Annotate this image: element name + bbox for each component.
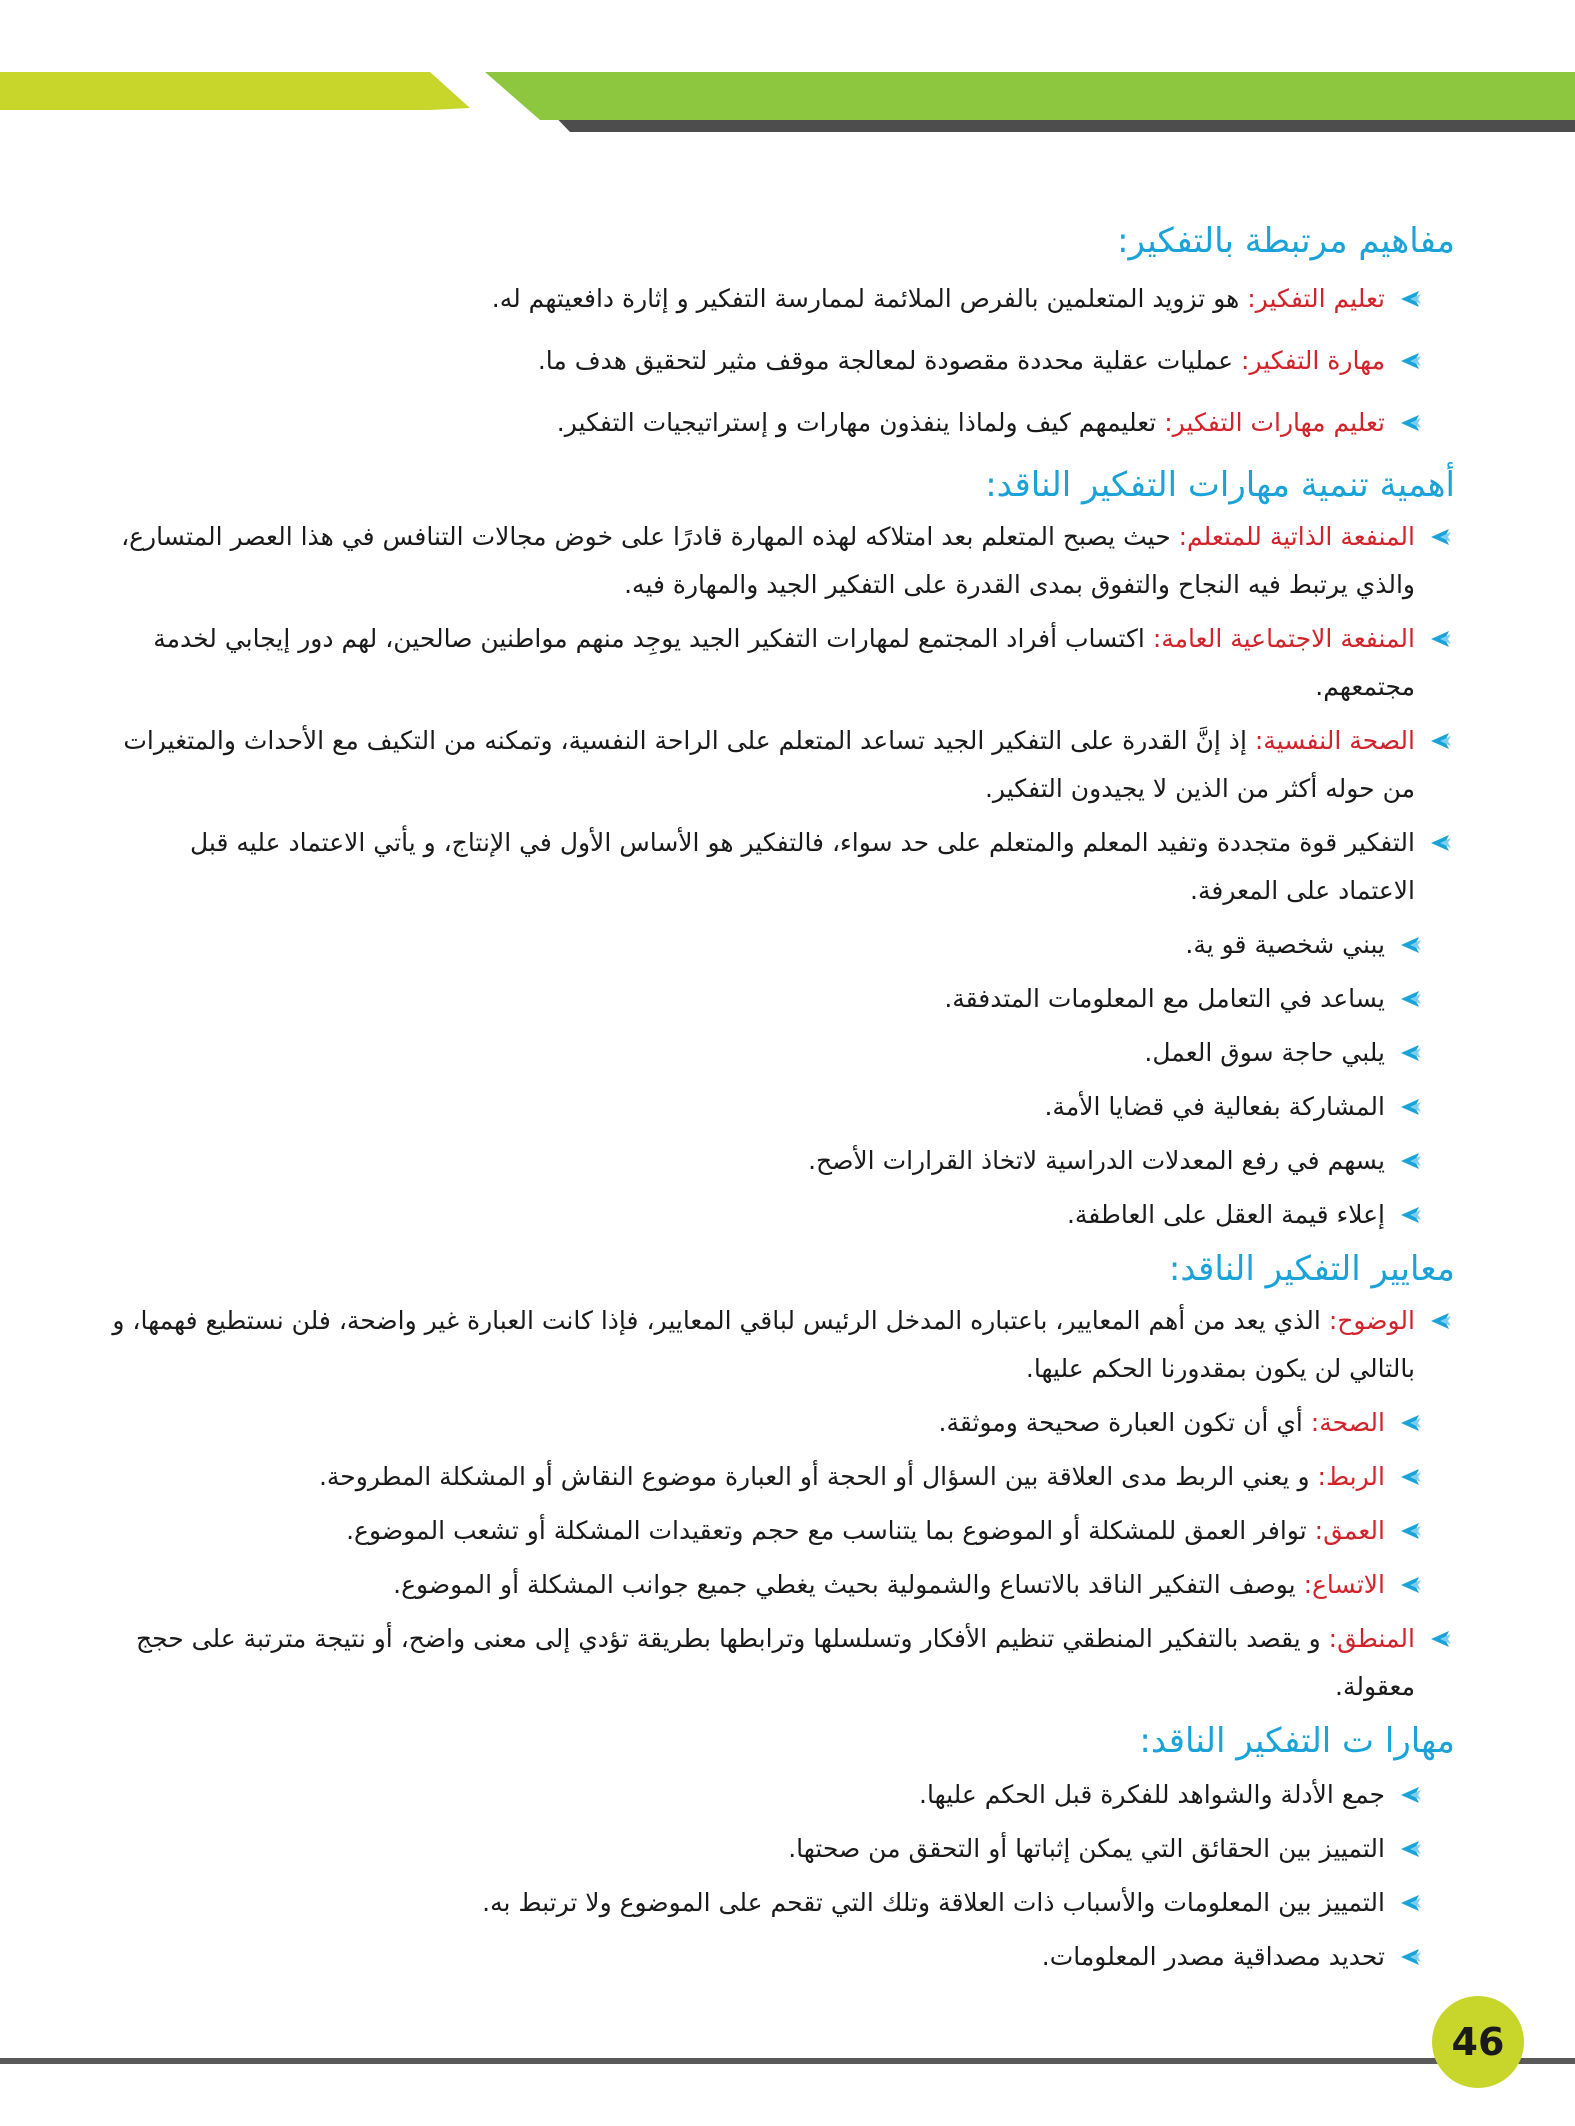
item-text: التمييز بين الحقائق التي يمكن إثباتها أو التحقق من صحتها. [788,1834,1385,1863]
footer-line [0,2058,1575,2064]
item-text: يلبي حاجة سوق العمل. [1144,1038,1385,1067]
list-item [110,1191,1425,1239]
bullet-icon [1401,290,1423,308]
term-label: المنفعة الذاتية للمتعلم: [1178,522,1415,551]
item-text: إعلاء قيمة العقل على العاطفة. [1066,1200,1385,1229]
item-text: يسهم في رفع المعدلات الدراسية لاتخاذ القرارات الأصح. [808,1146,1385,1175]
list-item [110,717,1455,813]
term-label: العمق: [1314,1516,1385,1545]
bullet-icon [1401,1152,1423,1170]
section-importance [110,461,1455,1239]
bullet-icon [1401,1044,1423,1062]
term-label: تعليم مهارات التفكير: [1164,408,1385,437]
bullet-icon [1401,1206,1423,1224]
bullet-icon [1431,528,1453,546]
bullet-icon [1431,630,1453,648]
term-label: المنطق: [1328,1624,1415,1653]
header-banner [0,0,1575,140]
item-text: تعليمهم كيف ولماذا ينفذون مهارات و إستراتيجيات التفكير. [556,408,1165,437]
item-text: هو تزويد المتعلمين بالفرص الملائمة لممارسة التفكير و إثارة دافعيتهم له. [491,284,1248,313]
section-concepts [110,217,1455,447]
item-text: إذ إنَّ القدرة على التفكير الجيد تساعد المتعلم على الراحة النفسية، وتمكنه من التكيف مع الأحداث والمتغيرات من حوله أكثر من الذين لا يجيدون التفكير. [123,726,1415,803]
list-item [110,513,1455,609]
importance-list [110,513,1455,1239]
item-text: تحديد مصداقية مصدر المعلومات. [1041,1942,1385,1971]
term-label: الصحة النفسية: [1254,726,1415,755]
item-text: و يعني الربط مدى العلاقة بين السؤال أو الحجة أو العبارة موضوع النقاش أو المشكلة المطروحة. [318,1462,1318,1491]
bullet-icon [1431,1312,1453,1330]
bullet-icon [1431,834,1453,852]
list-item [110,615,1455,711]
item-text: الذي يعد من أهم المعايير، باعتباره المدخل الرئيس لباقي المعايير، فإذا كانت العبارة غير واضحة، فلن نستطيع فهمها، و بالتالي لن يكون بمقدورنا الحكم عليها. [112,1306,1415,1383]
bullet-icon [1431,732,1453,750]
item-text: يساعد في التعامل مع المعلومات المتدفقة. [944,984,1385,1013]
term-label: الصحة: [1310,1408,1385,1437]
list-item [110,1615,1455,1711]
item-text: و يقصد بالتفكير المنطقي تنظيم الأفكار وتسلسلها وترابطها بطريقة تؤدي إلى معنى واضح، أو نتيجة مترتبة على حجج معقولة. [135,1624,1415,1701]
list-item [110,1825,1425,1873]
list-item [110,1771,1425,1819]
item-text: يوصف التفكير الناقد بالاتساع والشمولية بحيث يغطي جميع جوانب المشكلة أو الموضوع. [393,1570,1304,1599]
item-text: عمليات عقلية محددة مقصودة لمعالجة موقف مثير لتحقيق هدف ما. [537,346,1242,375]
list-item [110,1561,1425,1609]
bullet-icon [1401,414,1423,432]
page-content [110,205,1455,1987]
bullet-icon [1401,1098,1423,1116]
section-heading-concepts: مفاهيم مرتبطة بالتفكير: [1117,221,1455,261]
item-text: توافر العمق للمشكلة أو الموضوع بما يتناسب مع حجم وتعقيدات المشكلة أو تشعب الموضوع. [346,1516,1315,1545]
bullet-icon [1401,990,1423,1008]
item-text: حيث يصبح المتعلم بعد امتلاكه لهذه المهارة قادرًا على خوض مجالات التنافس في هذا العصر المتسارع، والذي يرتبط فيه النجاح والتفوق بمدى القدرة على التفكير الجيد والمهارة فيه. [121,522,1415,599]
standards-list [110,1297,1455,1711]
bullet-icon [1401,1522,1423,1540]
list-item [110,921,1425,969]
bullet-icon [1431,1630,1453,1648]
item-text: جمع الأدلة والشواهد للفكرة قبل الحكم عليها. [919,1780,1385,1809]
term-label: المنفعة الاجتماعية العامة: [1152,624,1415,653]
list-item [110,1507,1425,1555]
list-item [110,1933,1425,1981]
concepts-list [110,275,1425,447]
item-text: اكتساب أفراد المجتمع لمهارات التفكير الجيد يوجِد منهم مواطنين صالحين، لهم دور إيجابي لخدمة مجتمعهم. [153,624,1415,701]
bullet-icon [1401,352,1423,370]
list-item [110,275,1425,323]
bullet-icon [1401,1840,1423,1858]
list-item [110,1029,1425,1077]
bullet-icon [1401,1414,1423,1432]
section-skills [110,1717,1455,1981]
banner-green-stripe [485,72,1575,120]
item-text: التفكير قوة متجددة وتفيد المعلم والمتعلم على حد سواء، فالتفكير هو الأساس الأول في الإنتاج، و يأتي الاعتماد عليه قبل الاعتماد على المعرفة. [190,828,1415,905]
term-label: تعليم التفكير: [1247,284,1385,313]
skills-list [110,1771,1425,1981]
item-text: المشاركة بفعالية في قضايا الأمة. [1044,1092,1385,1121]
term-label: الربط: [1317,1462,1385,1491]
bullet-icon [1401,1576,1423,1594]
list-item [110,337,1425,385]
page-number-badge [1432,1996,1524,2088]
list-item [110,399,1425,447]
term-label: الوضوح: [1328,1306,1415,1335]
bullet-icon [1401,1468,1423,1486]
list-item [110,975,1425,1023]
list-item [110,1453,1425,1501]
bullet-icon [1401,1786,1423,1804]
list-item [110,1297,1455,1393]
bullet-icon [1401,1948,1423,1966]
list-item [110,1083,1425,1131]
banner-lime-stripe [0,72,470,110]
section-heading-importance: أهمية تنمية مهارات التفكير الناقد: [985,465,1455,505]
bullet-icon [1401,936,1423,954]
page-number: 46 [1451,2020,1505,2064]
list-item [110,1879,1425,1927]
list-item [110,1137,1425,1185]
section-heading-skills: مهارا ت التفكير الناقد: [1139,1721,1455,1761]
section-heading-standards: معايير التفكير الناقد: [1168,1249,1455,1289]
item-text: التمييز بين المعلومات والأسباب ذات العلاقة وتلك التي تقحم على الموضوع ولا ترتبط به. [482,1888,1385,1917]
item-text: يبني شخصية قو ية. [1185,930,1385,959]
section-standards [110,1245,1455,1711]
term-label: مهارة التفكير: [1241,346,1385,375]
term-label: الاتساع: [1303,1570,1385,1599]
list-item [110,819,1455,915]
list-item [110,1399,1425,1447]
item-text: أي أن تكون العبارة صحيحة وموثقة. [938,1408,1311,1437]
bullet-icon [1401,1894,1423,1912]
